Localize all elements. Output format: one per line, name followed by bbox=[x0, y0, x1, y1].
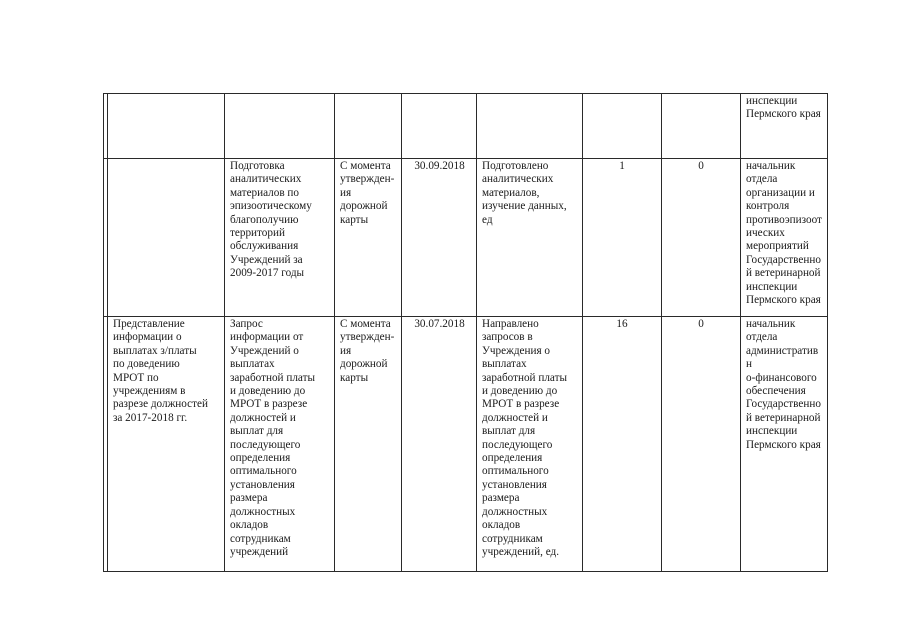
cell-event: Представление информации о выплатах з/платы по доведению МРОТ по учреждениям в разрезе должностей за 2017-2018 гг. bbox=[108, 317, 225, 572]
cell-indicator: Подготовлено аналитических материалов, изучение данных, ед bbox=[477, 159, 583, 317]
cell-fact-value: 0 bbox=[662, 317, 741, 572]
cell-responsible: инспекции Пермского края bbox=[741, 94, 828, 159]
cell-deadline bbox=[402, 94, 477, 159]
cell-activity bbox=[225, 94, 335, 159]
cell-event bbox=[108, 94, 225, 159]
cell-plan-value: 1 bbox=[583, 159, 662, 317]
cell-indicator: Направлено запросов в Учреждения о выплатах заработной платы и доведению до МРОТ в разрезе должностей и выплат для последующего определения оптимального установления размера должностных окладов сотрудникам учреждений, ед. bbox=[477, 317, 583, 572]
cell-fact-value bbox=[662, 94, 741, 159]
cell-responsible: начальник отдела административн о-финансового обеспечения Государственно й ветеринарной инспекции Пермского края bbox=[741, 317, 828, 572]
cell-deadline: 30.07.2018 bbox=[402, 317, 477, 572]
cell-event bbox=[108, 159, 225, 317]
cell-start bbox=[335, 94, 402, 159]
cell-deadline: 30.09.2018 bbox=[402, 159, 477, 317]
cell-fact-value: 0 bbox=[662, 159, 741, 317]
cell-activity: Подготовка аналитических материалов по эпизоотическому благополучию территорий обслуживания Учреждений за 2009-2017 годы bbox=[225, 159, 335, 317]
cell-plan-value: 16 bbox=[583, 317, 662, 572]
cell-activity: Запрос информации от Учреждений о выплатах заработной платы и доведению до МРОТ в разрезе должностей и выплат для последующего определения оптимального установления размера должностных окладов сотрудникам учреждений bbox=[225, 317, 335, 572]
cell-responsible: начальник отдела организации и контроля противоэпизоот ических мероприятий Государственно й ветеринарной инспекции Пермского края bbox=[741, 159, 828, 317]
cell-plan-value bbox=[583, 94, 662, 159]
table-row bbox=[104, 159, 828, 317]
cell-start: С момента утвержден- ия дорожной карты bbox=[335, 317, 402, 572]
table-row bbox=[104, 317, 828, 572]
table-row bbox=[104, 94, 828, 159]
cell-start: С момента утвержден- ия дорожной карты bbox=[335, 159, 402, 317]
cell-indicator bbox=[477, 94, 583, 159]
roadmap-table bbox=[103, 93, 828, 572]
